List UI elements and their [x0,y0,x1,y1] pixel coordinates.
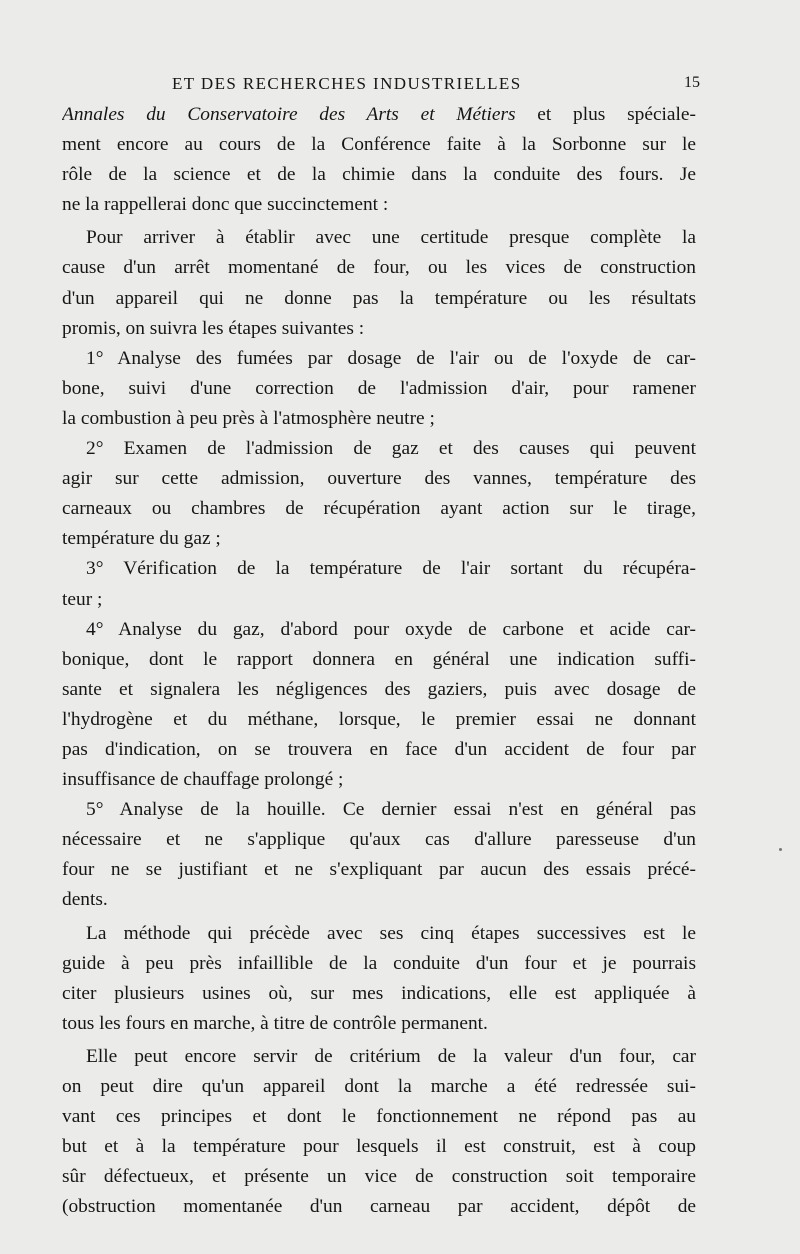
text-line: sante et signalera les négligences des gaziers, puis avec dosage de [62,678,696,700]
text-line: 1° Analyse des fumées par dosage de l'air ou de l'oxyde de car- [86,347,696,369]
text-line: insuffisance de chauffage prolongé ; [62,769,344,791]
text-line: tous les fours en marche, à titre de contrôle permanent. [62,1012,488,1034]
text-line: 2° Examen de l'admission de gaz et des causes qui peuvent [86,438,696,460]
text-line: Elle peut encore servir de critérium de la valeur d'un four, car [86,1045,696,1067]
text-line: l'hydrogène et du méthane, lorsque, le premier essai ne donnant [62,708,696,730]
text-line: carneaux ou chambres de récupération ayant action sur le tirage, [62,498,696,520]
text-line: Pour arriver à établir avec une certitude presque complète la [86,227,696,249]
running-title: ET DES RECHERCHES INDUSTRIELLES [172,74,522,93]
journal-title: Annales du Conservatoire des Arts et Métiers [62,104,516,125]
text-line: ment encore au cours de la Conférence faite à la Sorbonne sur le [62,134,696,156]
text-line: 4° Analyse du gaz, d'abord pour oxyde de carbone et acide car- [86,618,696,640]
text-line: (obstruction momentanée d'un carneau par accident, dépôt de [62,1196,696,1218]
text-line: citer plusieurs usines où, sur mes indications, elle est appliquée à [62,982,696,1004]
text-line [62,100,696,130]
page-number: 15 [684,74,700,91]
text-line: température du gaz ; [62,528,221,550]
text-line: cause d'un arrêt momentané de four, ou les vices de construction [62,257,696,279]
text-line: bone, suivi d'une correction de l'admission d'air, pour ramener [62,377,696,399]
text-line: 3° Vérification de la température de l'air sortant du récupéra- [86,558,696,580]
text-line: vant ces principes et dont le fonctionnement ne répond pas au [62,1106,696,1128]
page-header [60,74,700,96]
text-line: promis, on suivra les étapes suivantes : [62,317,365,339]
text-line: bonique, dont le rapport donnera en général une indication suffi- [62,648,696,670]
text-line: dents. [62,889,108,911]
text-line: sûr défectueux, et présente un vice de construction soit temporaire [62,1166,696,1188]
text-line: 5° Analyse de la houille. Ce dernier essai n'est en général pas [86,799,696,821]
text-line: nécessaire et ne s'applique qu'aux cas d'allure paresseuse d'un [62,829,696,851]
text-line: d'un appareil qui ne donne pas la température ou les résultats [62,287,696,309]
text-line: ne la rappellerai donc que succinctement : [62,194,389,216]
text-line: La méthode qui précède avec ses cinq étapes successives est le [86,922,696,944]
text-line-content: et plus spéciale- [515,104,696,125]
text-line: agir sur cette admission, ouverture des vannes, température des [62,468,696,490]
body-text [62,100,696,1222]
text-line: four ne se justifiant et ne s'expliquant par aucun des essais précé- [62,859,696,881]
paper-speck [779,848,782,851]
text-line: but et à la température pour lesquels il est construit, est à coup [62,1136,696,1158]
text-line: pas d'indication, on se trouvera en face d'un accident de four par [62,738,696,760]
text-line: on peut dire qu'un appareil dont la marche a été redressée sui- [62,1076,696,1097]
text-line: guide à peu près infaillible de la conduite d'un four et je pourrais [62,952,696,974]
text-line: la combustion à peu près à l'atmosphère neutre ; [62,407,435,429]
text-line: teur ; [62,588,103,610]
text-line: rôle de la science et de la chimie dans la conduite des fours. Je [62,164,696,186]
